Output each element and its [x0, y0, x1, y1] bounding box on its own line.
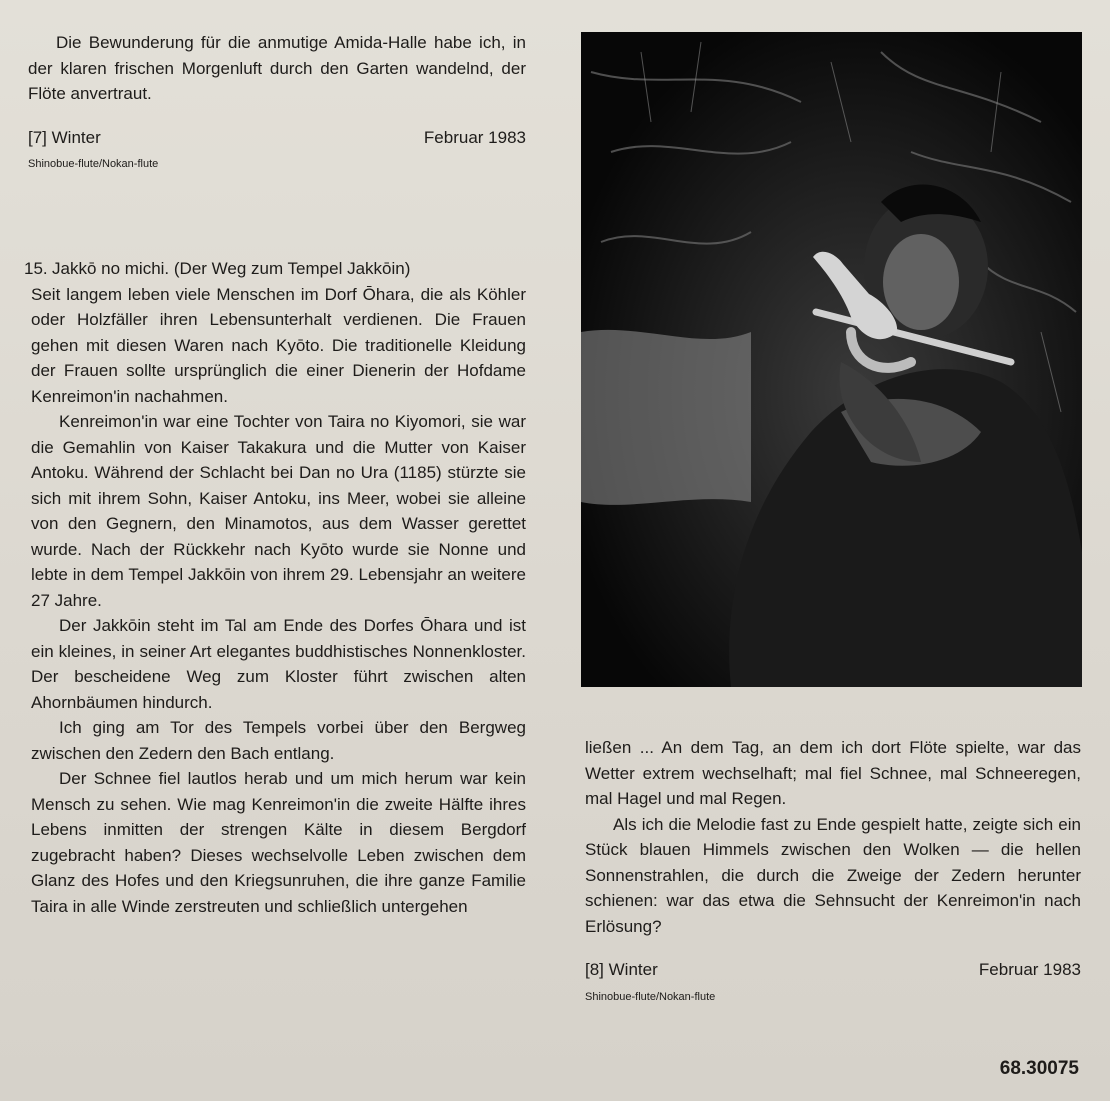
- right-column: [585, 735, 1081, 1005]
- section-15-number: 15.: [24, 259, 48, 278]
- light-ground: [581, 330, 751, 505]
- section-15-body: [28, 282, 526, 920]
- track-7-date: Februar 1983: [423, 127, 526, 147]
- face: [883, 234, 959, 330]
- track-7-instruments: Shinobue-flute/Nokan-flute: [28, 158, 159, 170]
- catalog-number: 68.30075: [999, 1058, 1079, 1079]
- photo-illustration: [581, 32, 1082, 687]
- section-15-paragraph-5: Der Schnee fiel lautlos herab und um mich herum war kein Mensch zu sehen. Wie mag Kenreimon'in die zweite Hälfte ihres Lebens inmitten der strengen Kälte in diesem Bergdorf zugebracht haben? Dieses wechselvolle Leben zwischen dem Glanz des Hofes und den Kriegsunruhen, die ihre ganze Familie Taira in alle Winde zerstreuten und schließlich untergehen: [31, 769, 526, 916]
- section-15-paragraph-2: Kenreimon'in war eine Tochter von Taira no Kiyomori, sie war die Gemahlin von Kaiser Takakura und die Mutter von Kaiser Antoku. Während der Schlacht bei Dan no Ura (1185) stürzte sie sich mit ihrem Sohn, Kaiser Antoku, ins Meer, wobei sie alleine von den Gegnern, den Minamotos, aus dem Wasser gerettet wurde. Nach der Rückkehr nach Kyōto wurde sie Nonne und lebte in dem Tempel Jakkōin von ihrem 29. Lebensjahr an weitere 27 Jahre.: [31, 412, 526, 610]
- section-15-paragraph-1: Seit langem leben viele Menschen im Dorf Ōhara, die als Köhler oder Holzfäller ihren Lebensunterhalt verdienen. Die Frauen gehen mit diesen Waren nach Kyōto. Die traditionelle Kleidung der Frauen sollte ursprünglich die einer Dienerin der Hofdame Kenreimon'in nachahmen.: [31, 284, 526, 406]
- section-15-heading: [24, 256, 526, 282]
- right-paragraph-1: ließen ... An dem Tag, an dem ich dort Flöte spielte, war das Wetter extrem wechselhaft; mal fiel Schnee, mal Schneeregen, mal Hagel und mal Regen.: [585, 738, 1081, 808]
- flute-player-photo: [581, 32, 1082, 687]
- left-column: [24, 30, 526, 919]
- section-15-paragraph-3: Der Jakkōin steht im Tal am Ende des Dorfes Ōhara und ist ein kleines, in seiner Art elegantes buddhistisches Nonnenkloster. Der bescheidene Weg zum Kloster führt zwischen alten Ahornbäumen hindurch.: [31, 616, 526, 712]
- track-8-header: [585, 957, 1081, 983]
- right-paragraph-2: Als ich die Melodie fast zu Ende gespielt hatte, zeigte sich ein Stück blauen Himmels zwischen den Wolken — die hellen Sonnenstrahlen, die durch die Zweige der Zedern herunter schienen: war das etwa die Sehnsucht der Kenreimon'in nach Erlösung?: [585, 814, 1081, 936]
- track-8-date: Februar 1983: [978, 960, 1081, 979]
- track-8-instruments: Shinobue-flute/Nokan-flute: [585, 990, 716, 1003]
- track-7-header: [28, 125, 526, 151]
- section-15-paragraph-4: Ich ging am Tor des Tempels vorbei über den Bergweg zwischen den Zedern den Bach entlang.: [31, 718, 526, 763]
- track-8-label: [8] Winter: [585, 960, 658, 979]
- track-7-label: [7] Winter: [28, 127, 101, 147]
- section-15-title: Jakkō no michi. (Der Weg zum Tempel Jakkōin): [52, 259, 411, 278]
- intro-paragraph: Die Bewunderung für die anmutige Amida-Halle habe ich, in der klaren frischen Morgenluft durch den Garten wandelnd, der Flöte anvertraut.: [28, 33, 526, 103]
